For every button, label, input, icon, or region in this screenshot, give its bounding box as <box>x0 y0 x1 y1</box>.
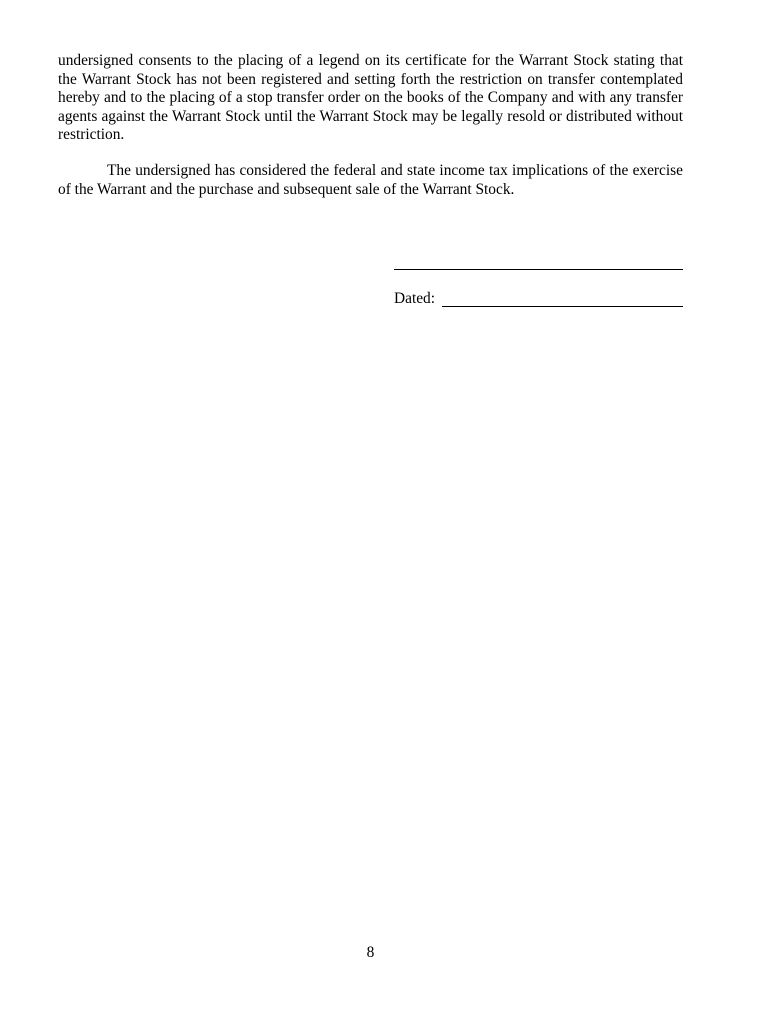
dated-line <box>442 306 683 307</box>
paragraph-legend-consent: undersigned consents to the placing of a legend on its certificate for the Warrant Stock stating that the Warrant Stock has not been registered and setting forth the restriction on transfer contemplated hereby and to the placing of a stop transfer order on the books of the Company and with any transfer agents against the Warrant Stock until the Warrant Stock may be legally resold or distributed without restriction. <box>58 52 683 143</box>
paragraph-tax-implications: The undersigned has considered the federal and state income tax implications of the exercise of the Warrant and the purchase and subsequent sale of the Warrant Stock. <box>58 162 683 198</box>
dated-field <box>394 289 683 309</box>
page-number: 8 <box>366 944 375 961</box>
dated-label: Dated: <box>394 290 436 307</box>
signature-line <box>394 269 683 270</box>
